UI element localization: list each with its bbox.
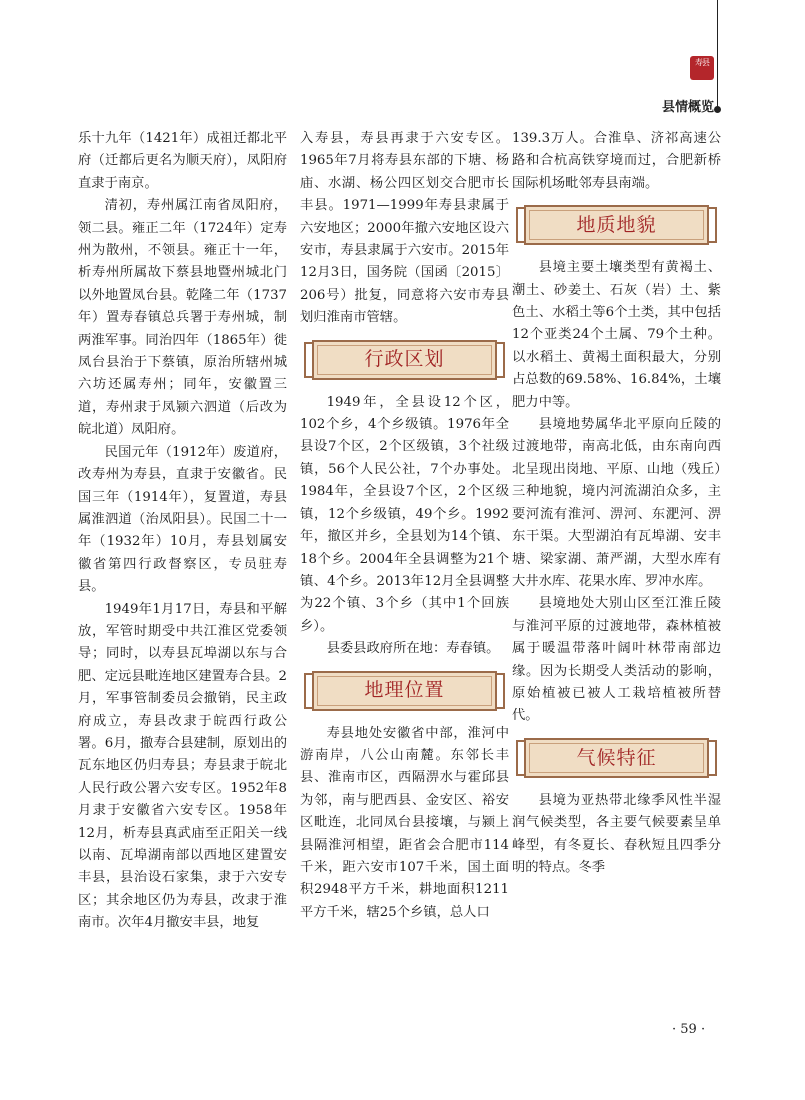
seal-stamp: 寿县 [690,56,714,80]
section-heading-location [304,671,505,711]
section-heading-admin-division [304,340,505,380]
section-heading-climate [516,738,717,778]
paragraph: 县境为亚热带北缘季风性半湿润气候类型，各主要气候要素呈单峰型，有冬夏长、春秋短且四季分明的特点。冬季 [512,792,721,875]
paragraph: 清初，寿州属江南省凤阳府，领二县。雍正二年（1724年）定寿州为散州，不领县。雍正十一年，析寿州所属故下蔡县地暨州城北门以外地置凤台县。乾隆二年（1737年）置寿春镇总兵署于寿州城，制两淮军事。同治四年（1865年）徙凤台县治于下蔡镇，原治所辖州城六坊还属寿州；同年，安徽置三道，寿州隶于凤颍六泗道（后改为皖北道）凤阳府。 [78,198,287,438]
heading-label: 地质地貌 [524,205,709,245]
paragraph: 县境地势属华北平原向丘陵的过渡地带，南高北低，由东南向西北呈现出岗地、平原、山地（残丘）三种地貌，境内河流湖泊众多，主要河流有淮河、淠河、东淝河、淠东干渠。大型湖泊有瓦埠湖、安丰塘、梁家湖、萧严湖，大型水库有大井水库、花果水库、罗冲水库。 [512,417,721,589]
text-column-3 [512,128,721,879]
heading-label: 行政区划 [312,340,497,380]
paragraph: 县委县政府所在地：寿春镇。 [326,641,500,657]
paragraph: 乐十九年（1421年）成祖迁都北平府（迁都后更名为顺天府），凤阳府直隶于南京。 [78,131,287,191]
paragraph: 1949年，全县设12个区，102个乡，4个乡级镇。1976年全县设7个区，2个区级镇，3个社级镇，56个人民公社，7个办事处。1984年，全县设7个区，2个区级镇，12个乡级镇，49个乡。1992年，撤区并乡，全县划为14个镇、18个乡。2004年全县调整为21个镇、4个乡。2013年12月全县调整为22个镇、3个乡（其中1个回族乡）。 [300,394,509,634]
section-title: 县情概览 [661,100,714,115]
page-number: · 59 · [672,1022,706,1037]
section-heading-geology [516,205,717,245]
paragraph: 139.3万人。合淮阜、济祁高速公路和合杭高铁穿境而过，合肥新桥国际机场毗邻寿县南端。 [512,131,721,191]
text-column-2 [300,128,509,924]
heading-label: 气候特征 [524,738,709,778]
paragraph: 县境主要土壤类型有黄褐土、潮土、砂姜土、石灰（岩）土、紫色土、水稻土等6个土类，其中包括12个亚类24个土属、79个土种。以水稻土、黄褐土面积最大，分别占总数的69.58%、16.84%，土壤肥力中等。 [512,260,721,410]
header-rule-dot [714,106,721,113]
paragraph: 县境地处大别山区至江淮丘陵与淮河平原的过渡地带，森林植被属于暖温带落叶阔叶林带南部边缘。因为长期受人类活动的影响，原始植被已被人工栽培植被所替代。 [512,596,721,724]
paragraph: 民国元年（1912年）废道府，改寿州为寿县，直隶于安徽省。民国三年（1914年），复置道，寿县属淮泗道（治凤阳县）。民国二十一年（1932年）10月，寿县划属安徽省第四行政督察区，专员驻寿县。 [78,444,287,595]
paragraph: 寿县地处安徽省中部，淮河中游南岸，八公山南麓。东邻长丰县、淮南市区，西隔淠水与霍邱县为邻，南与肥西县、金安区、裕安区毗连，北同凤台县接壤，与颍上县隔淮河相望，距省会合肥市114千米，距六安市107千米，国土面积2948平方千米，耕地面积1211平方千米，辖25个乡镇，总人口 [300,725,509,920]
text-column-1 [78,128,287,935]
heading-label: 地理位置 [312,671,497,711]
paragraph: 1949年1月17日，寿县和平解放，军管时期受中共江淮区党委领导；同时，以寿县瓦埠湖以东与合肥、定远县毗连地区建置寿合县。2月，军事管制委员会撤销，民主政府成立，寿县改隶于皖西行政公署。6月，撤寿合县建制，原划出的瓦东地区仍归寿县；寿县隶于皖北人民行政公署六安专区。1952年8月隶于安徽省六安专区。1958年12月，析寿县真武庙至正阳关一线以南、瓦埠湖南部以西地区建置安丰县，县治设石家集，隶于六安专区；其余地区仍为寿县，改隶于淮南市。次年4月撤安丰县，地复 [78,601,287,931]
paragraph: 入寿县，寿县再隶于六安专区。1965年7月将寿县东部的下塘、杨庙、水湖、杨公四区划交合肥市长丰县。1971—1999年寿县隶属于六安地区；2000年撤六安地区设六安市，寿县隶属于六安市。2015年12月3日，国务院（国函〔2015〕206号）批复，同意将六安市寿县划归淮南市管辖。 [300,131,509,326]
header-rule [717,0,718,112]
